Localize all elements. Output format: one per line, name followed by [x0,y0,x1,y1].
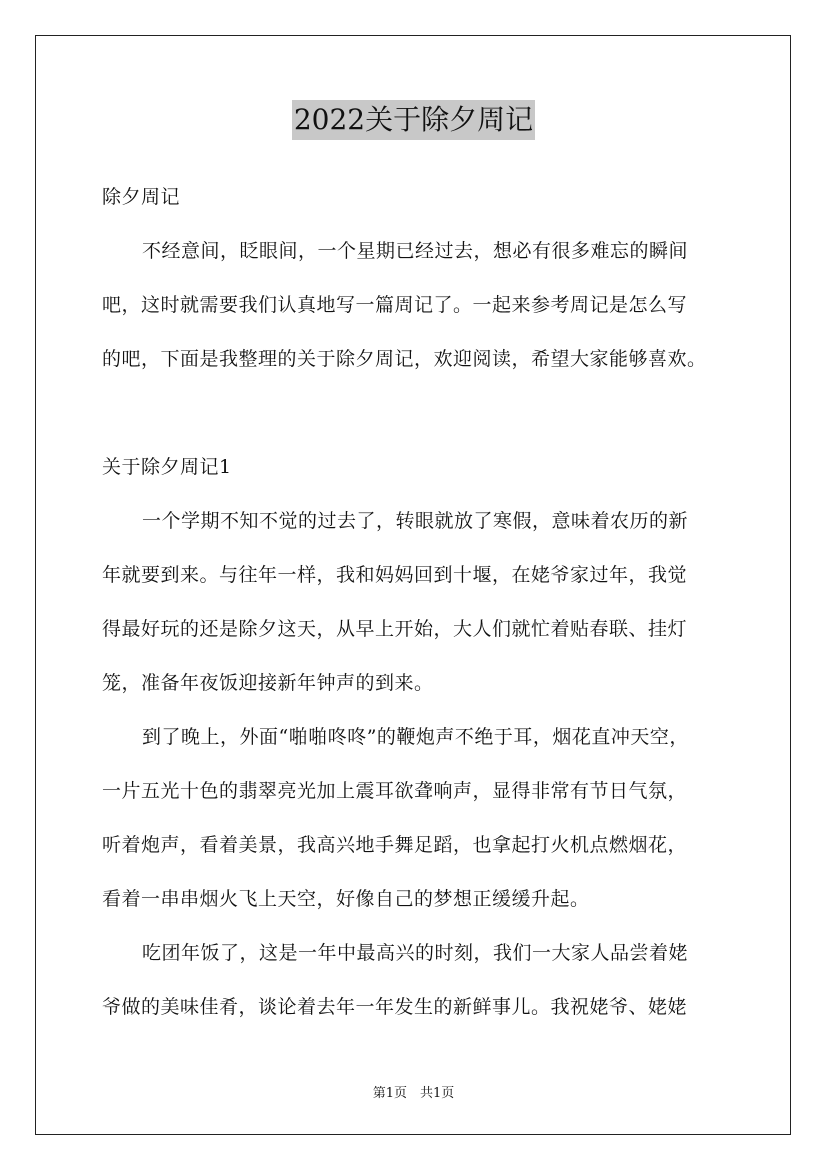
paragraph-line: 一个学期不知不觉的过去了，转眼就放了寒假，意味着农历的新 [142,510,689,532]
subtitle: 除夕周记 [102,186,181,208]
paragraph-line: 到了晚上，外面“啪啪咚咚”的鞭炮声不绝于耳，烟花直冲天空， [142,726,689,748]
paragraph-gap [102,386,732,440]
intro-line: 不经意间，眨眼间，一个星期已经过去，想必有很多难忘的瞬间 [142,240,689,262]
document-title: 2022关于除夕周记 [292,100,535,140]
paragraph-line: 吃团年饭了，这是一年中最高兴的时刻，我们一大家人品尝着姥 [142,942,689,964]
intro-line: 的吧，下面是我整理的关于除夕周记，欢迎阅读，希望大家能够喜欢。 [102,348,707,370]
page-footer: 第1页 共1页 [372,1086,455,1101]
paragraph-line: 看着一串串烟火飞上天空，好像自己的梦想正缓缓升起。 [102,888,590,910]
title-container [0,100,827,140]
intro-line: 吧，这时就需要我们认真地写一篇周记了。一起来参考周记是怎么写 [102,294,688,316]
paragraph-line: 一片五光十色的翡翠亮光加上震耳欲聋响声，显得非常有节日气氛， [102,780,688,802]
paragraph-line: 得最好玩的还是除夕这天，从早上开始，大人们就忙着贴春联、挂灯 [102,618,688,640]
document-body [102,170,732,1034]
section-heading: 关于除夕周记1 [102,456,232,478]
paragraph-line: 听着炮声，看着美景，我高兴地手舞足蹈，也拿起打火机点燃烟花， [102,834,688,856]
paragraph-line: 年就要到来。与往年一样，我和妈妈回到十堰，在姥爷家过年，我觉 [102,564,688,586]
paragraph-line: 爷做的美味佳肴，谈论着去年一年发生的新鲜事儿。我祝姥爷、姥姥 [102,996,688,1018]
paragraph-line: 笼，准备年夜饭迎接新年钟声的到来。 [102,672,434,694]
